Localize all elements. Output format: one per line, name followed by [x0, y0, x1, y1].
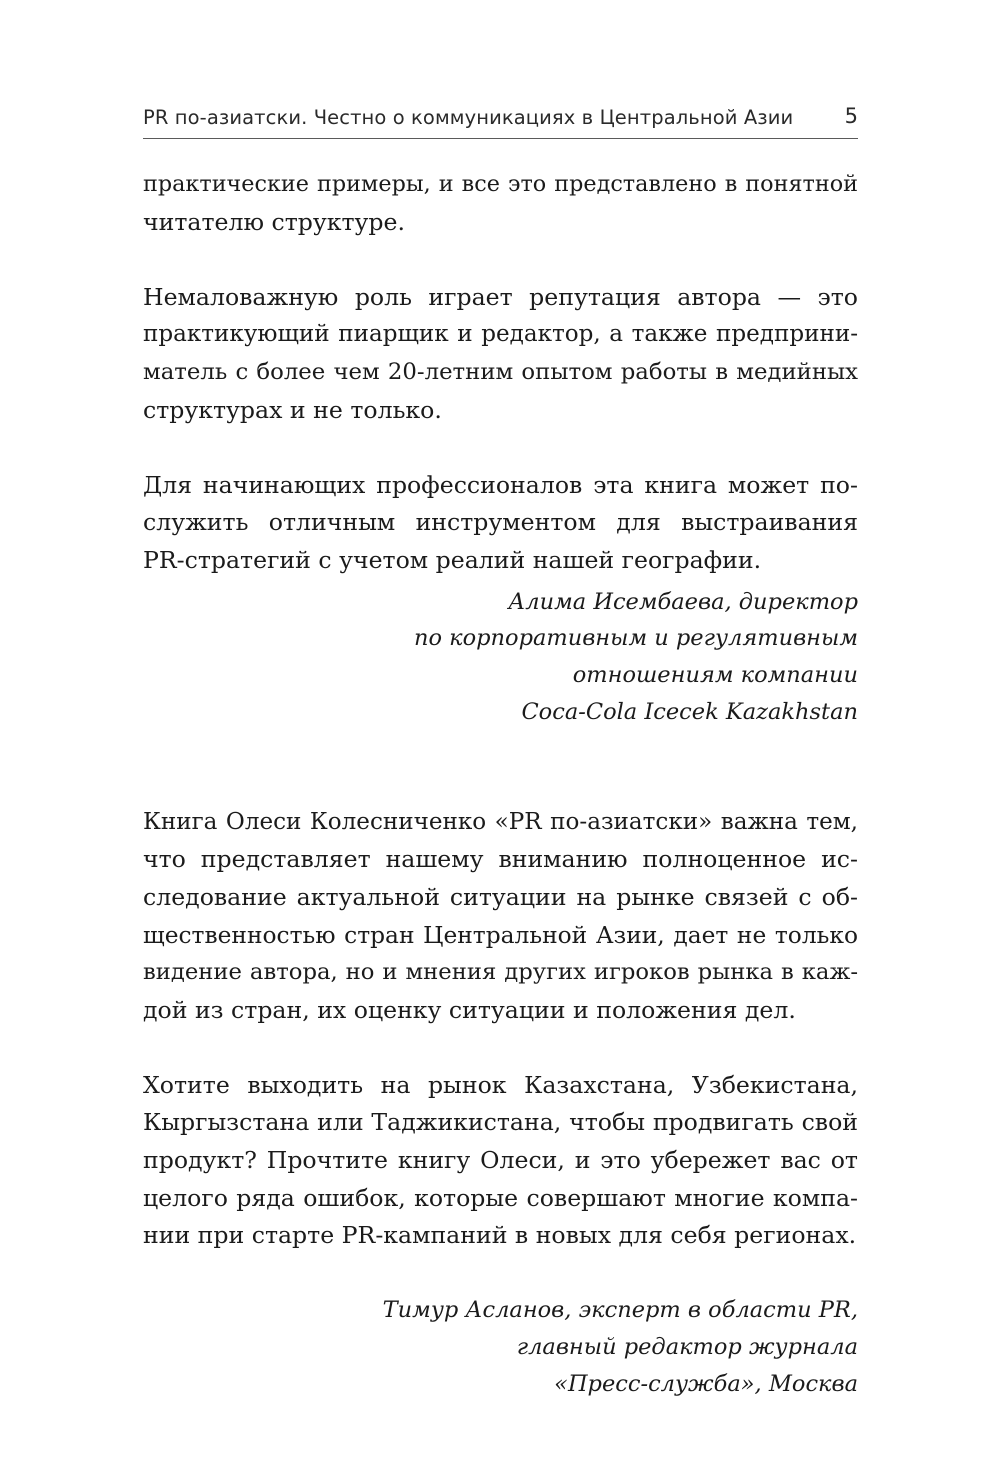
paragraph-5	[143, 1067, 858, 1255]
review-attribution-1	[143, 584, 858, 731]
attribution-line: «Пресс-служба», Москва	[554, 1371, 858, 1398]
attribution-line: отношениям компании	[572, 662, 858, 689]
text-line: служить отличным инструментом для выстраивания	[143, 508, 858, 537]
attribution-line: Алима Исембаева, директор	[508, 588, 858, 615]
page-body	[143, 166, 858, 1403]
text-line: практические примеры, и все это представлено в понятной	[143, 171, 858, 197]
text-line: Немаловажную роль играет репутация автора — это	[143, 282, 858, 311]
text-line: практикующий пиарщик и редактор, а также предприни-	[143, 321, 858, 348]
text-line: Книга Олеси Колесниченко «PR по-азиатски» важна тем,	[143, 808, 858, 835]
attribution-line: главный редактор журнала	[516, 1334, 858, 1361]
review-attribution-2	[143, 1292, 858, 1402]
text-line: целого ряда ошибок, которые совершают многие компа-	[143, 1183, 858, 1212]
attribution-line: по корпоративным и регулятивным	[413, 625, 858, 652]
text-line: PR-стратегий с учетом реалий нашей географии.	[143, 545, 762, 574]
text-line: читателю структуре.	[143, 207, 405, 236]
text-line: Для начинающих профессионалов эта книга может по-	[143, 470, 858, 499]
text-line: матель с более чем 20-летним опытом работы в медийных	[143, 358, 858, 385]
attribution-line: Coca-Cola Icecek Kazakhstan	[521, 698, 858, 725]
paragraph-3	[143, 467, 858, 580]
running-header	[143, 104, 858, 139]
text-line: Хотите выходить на рынок Казахстана, Узбекистана,	[143, 1070, 858, 1099]
text-line: что представляет нашему вниманию полноценное ис-	[143, 845, 858, 874]
text-line: Кыргызстана или Таджикистана, чтобы продвигать свой	[143, 1108, 858, 1137]
running-title: PR по-азиатски. Честно о коммуникациях в Центральной Азии	[143, 106, 794, 129]
text-line: видение автора, но и мнения других игроков рынка в каж-	[143, 959, 858, 986]
text-line: структурах и не только.	[143, 395, 442, 424]
text-line: дой из стран, их оценку ситуации и положения дел.	[143, 995, 796, 1024]
text-line: щественностью стран Центральной Азии, дает не только	[143, 920, 858, 949]
text-line: продукт? Прочтите книгу Олеси, и это убережет вас от	[143, 1146, 858, 1175]
paragraph-2	[143, 279, 858, 429]
attribution-line: Тимур Асланов, эксперт в области PR,	[382, 1297, 858, 1324]
paragraph-4	[143, 804, 858, 1030]
paragraph-1	[143, 166, 858, 241]
text-line: следование актуальной ситуации на рынке связей с об-	[143, 882, 858, 911]
page-number: 5	[844, 104, 858, 128]
text-line: нии при старте PR-кампаний в новых для себя регионах.	[143, 1221, 857, 1250]
